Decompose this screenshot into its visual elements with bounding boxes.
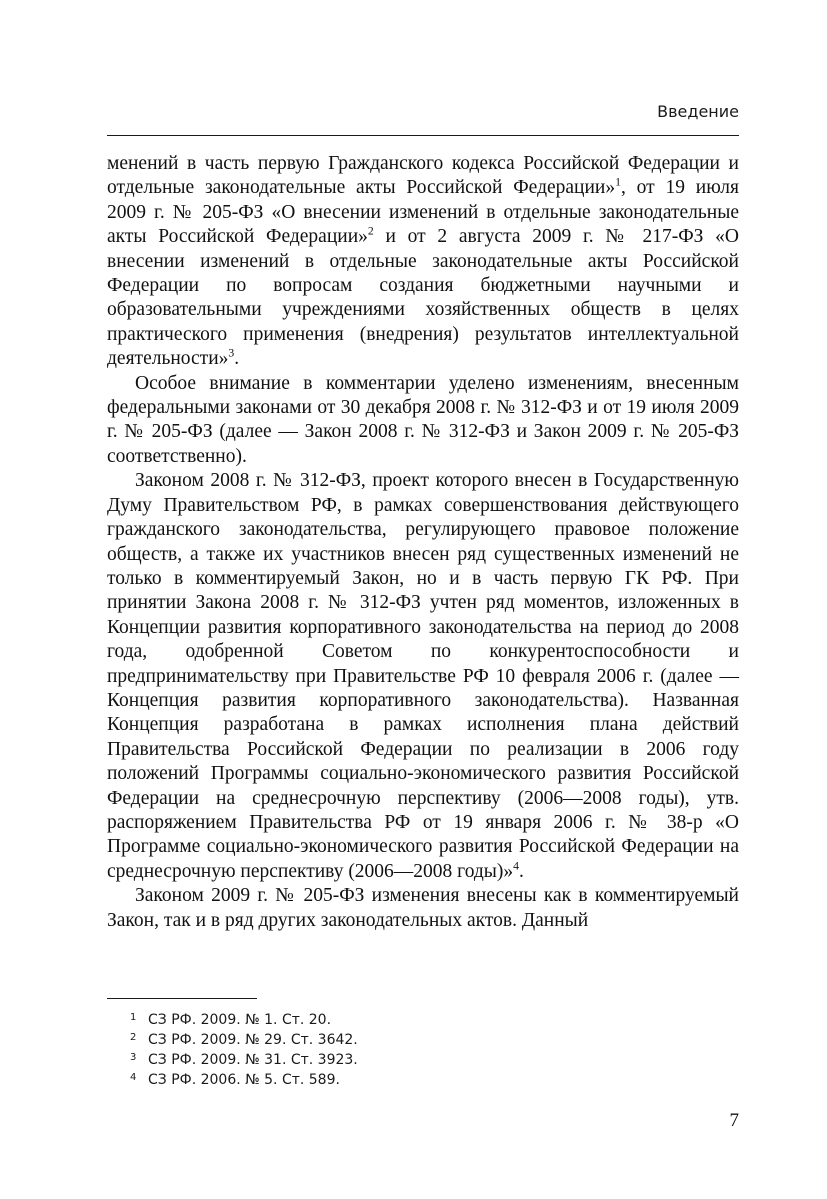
body-text [107, 152, 739, 933]
footnotes [130, 1010, 358, 1090]
paragraph-3-text-a: Законом 2008 г. № 312-ФЗ, проект которого внесен в Государственную Думу Правительством РФ, в рамках совершенствования действующего гражданского законодательства, регулирующего правовое положение обществ, а также их участников внесен ряд существенных изменений не только в комментируемый Закон, но и в часть первую ГК РФ. При принятии Закона 2008 г. № 312-ФЗ учтен ряд моментов, изложенных в Концепции развития корпоративного законодательства на период до 2008 года, одобренной Советом по конкурентоспособности и предпринимательству при Правительстве РФ 10 февраля 2006 г. (далее — Концепция развития корпоративного законодательства). Названная Концепция разработана в рамках исполнения плана действий Правительства Российской Федерации по реализации в 2006 году положений Программы социально-экономического развития Российской Федерации на среднесрочную перспективу (2006—2008 годы), утв. распоряжением Правительства РФ от 19 января 2006 г. № 38-р «О Программе социально-экономического развития Российской Федерации на среднесрочную перспективу (2006—2008 годы)» [107, 470, 739, 882]
footnote-ref-1: 1 [615, 175, 621, 189]
footnote-ref-4: 4 [513, 859, 519, 873]
paragraph-1 [107, 152, 739, 372]
paragraph-3-text-b: . [519, 860, 524, 882]
running-header-title: Введение [657, 102, 739, 121]
footnote-text: СЗ РФ. 2009. № 29. Ст. 3642. [148, 1032, 358, 1048]
footnote-number: 3 [130, 1052, 137, 1063]
paragraph-4: Законом 2009 г. № 205-ФЗ изменения внесены как в комментируемый Закон, так и в ряд других законодательных актов. Данный [107, 885, 739, 931]
header-rule [107, 135, 739, 136]
footnote-ref-2: 2 [367, 224, 374, 238]
paragraph-1-text-a: менений в часть первую Гражданского кодекса Российской Федерации и отдельные законодательные акты Российской Федерации» [107, 153, 739, 199]
footnote-text: СЗ РФ. 2009. № 31. Ст. 3923. [148, 1052, 358, 1068]
page-number: 7 [729, 1110, 739, 1131]
footnote-1 [130, 1010, 358, 1030]
footnote-2 [130, 1030, 358, 1050]
footnote-rule [107, 998, 257, 999]
footnote-text: СЗ РФ. 2006. № 5. Ст. 589. [148, 1072, 340, 1088]
paragraph-2: Особое внимание в комментарии уделено изменениям, внесенным федеральными законами от 30 декабря 2008 г. № 312-ФЗ и от 19 июля 2009 г. № 205-ФЗ (далее — Закон 2008 г. № 312-ФЗ и Закон 2009 г. № 205-ФЗ соответственно). [107, 372, 739, 467]
footnote-number: 1 [130, 1012, 137, 1023]
footnote-number: 4 [130, 1072, 137, 1083]
paragraph-1-text-b: , от 19 июля 2009 г. № 205-ФЗ «О внесении изменений в отдельные законодательные акты Российской Федерации» [107, 177, 739, 248]
footnote-4 [130, 1070, 358, 1090]
footnote-text: СЗ РФ. 2009. № 1. Ст. 20. [148, 1012, 332, 1028]
paragraph-3 [107, 469, 739, 884]
footnote-ref-3: 3 [228, 346, 235, 360]
paragraph-1-text-d: . [234, 348, 240, 370]
footnote-number: 2 [130, 1032, 137, 1043]
footnote-3 [130, 1050, 358, 1070]
paragraph-1-text-c: и от 2 августа 2009 г. № 217-ФЗ «О внесении изменений в отдельные законодательные акты Российской Федерации по вопросам создания бюджетными научными и образовательными учреждениями хозяйственных обществ в целях практического применения (внедрения) результатов интеллектуальной деятельности» [107, 226, 739, 370]
